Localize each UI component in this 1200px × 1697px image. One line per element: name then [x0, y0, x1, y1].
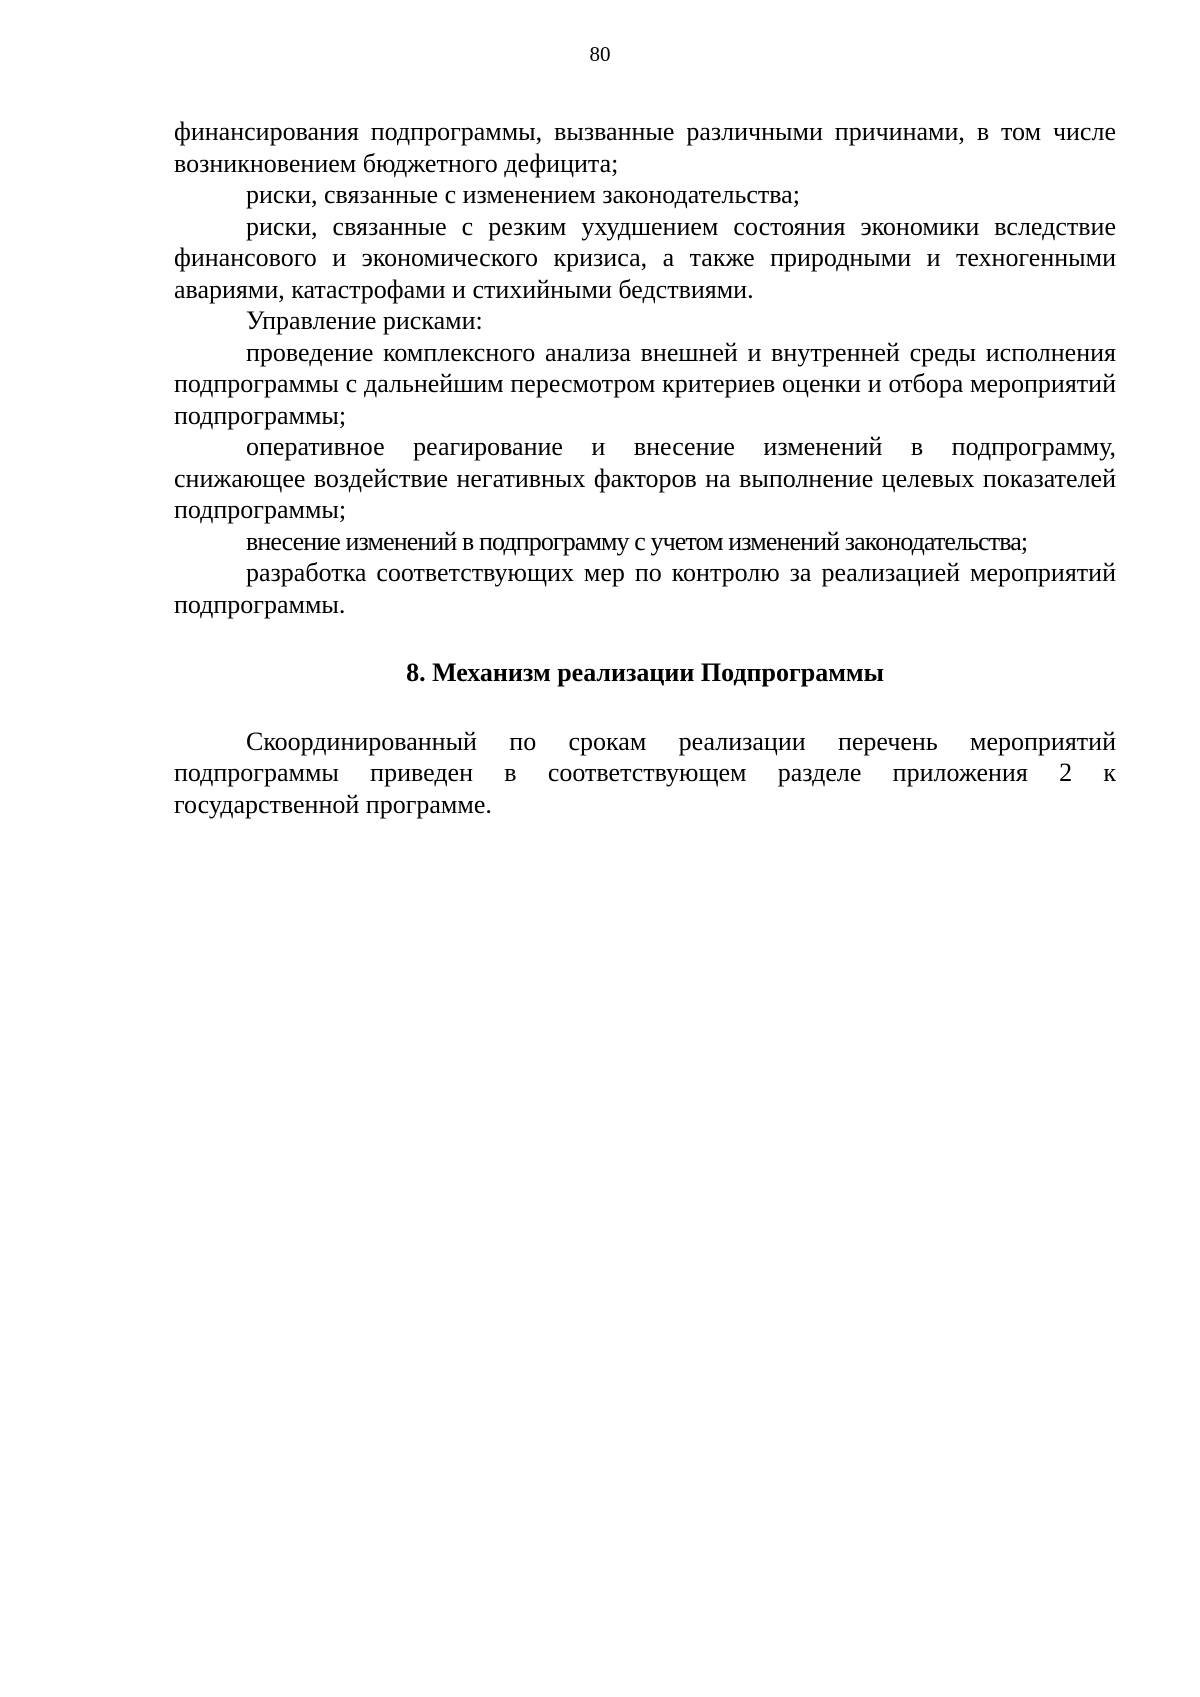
section-heading: 8. Механизм реализации Подпрограммы [406, 658, 884, 687]
page-number: 80 [589, 42, 611, 66]
paragraph-risk-legislation: риски, связанные с изменением законодательства; [246, 180, 800, 209]
paragraph-control-measures: разработка соответствующих мер по контролю за реализацией мероприятий подпрограммы. [174, 558, 1116, 619]
paragraph-risk-economy: риски, связанные с резким ухудшением состояния экономики вследствие финансового и экономического кризиса, а также природными и техногенными авариями, катастрофами и стихийными бедствиями. [174, 211, 1116, 304]
paragraph-risk-financing: финансирования подпрограммы, вызванные различными причинами, в том числе возникновением бюджетного дефицита; [174, 117, 1116, 178]
paragraph-implementation: Скоординированный по срокам реализации перечень мероприятий подпрограммы приведен в соответствующем разделе приложения 2 к государственной программе. [174, 726, 1116, 819]
paragraph-complex-analysis: проведение комплексного анализа внешней и внутренней среды исполнения подпрограммы с дальнейшим пересмотром критериев оценки и отбора мероприятий подпрограммы; [174, 337, 1116, 430]
paragraph-legislation-changes: внесение изменений в подпрограмму с учетом изменений законодательства; [246, 526, 1028, 556]
document-body [174, 116, 1116, 820]
paragraph-operative-response: оперативное реагирование и внесение изменений в подпрограмму, снижающее воздействие негативных факторов на выполнение целевых показателей подпрограммы; [174, 432, 1116, 524]
paragraph-risk-management-title: Управление рисками: [246, 306, 483, 335]
